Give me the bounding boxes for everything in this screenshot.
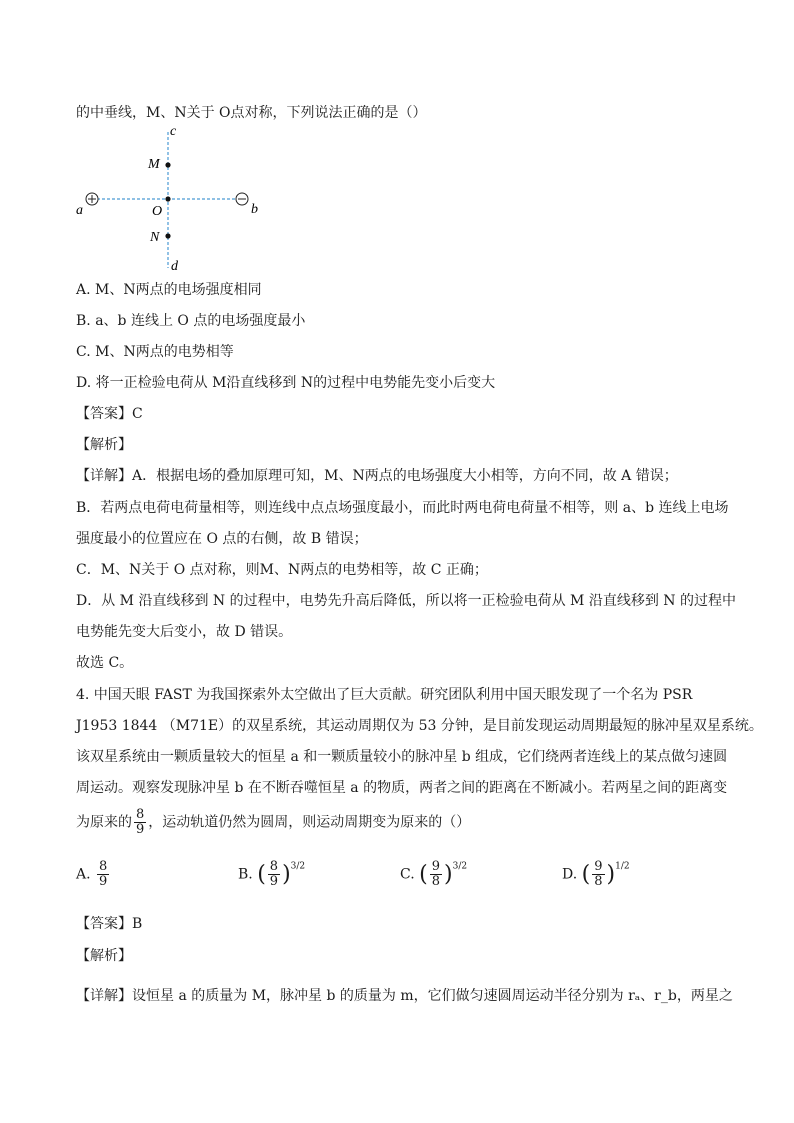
option-d: D. 将一正检验电荷从 M沿直线移到 N的过程中电势能先变小后变大	[76, 375, 496, 391]
point-N	[165, 233, 170, 238]
label-d: d	[171, 259, 178, 274]
detail-line: C．M、N关于 O 点对称，则M、N两点的电势相等，故 C 正确；	[76, 562, 488, 578]
analysis-label: 【解析】	[76, 437, 132, 453]
answer-label: 【答案】C	[76, 406, 143, 422]
label-b: b	[251, 202, 258, 217]
question-4-line: 4. 中国天眼 FAST 为我国探索外太空做出了巨大贡献。研究团队利用中国天眼发现了一个名为 PSR	[76, 687, 693, 703]
question-4-line: 该双星系统由一颗质量较大的恒星 a 和一颗质量较小的脉冲星 b 组成，它们绕两者连线上的某点做匀速圆	[76, 749, 728, 765]
conclusion: 故选 C。	[76, 655, 134, 671]
option-c: C. M、N两点的电势相等	[76, 344, 234, 360]
charge-diagram	[70, 120, 280, 280]
question-4-line	[76, 808, 724, 837]
answer-label: 【答案】B	[76, 916, 143, 932]
question-4-line: J1953 1844 （M71E）的双星系统，其运动周期仅为 53 分钟，是目前发现运动周期最短的脉冲星双星系统。	[76, 718, 763, 734]
fraction-8-9: $\frac{8}{9}$	[136, 807, 145, 837]
text-segment: ，运动轨道仍然为圆周，则运动周期变为原来的（）	[148, 814, 471, 831]
label-N: N	[150, 230, 160, 245]
text-segment: 为原来的	[76, 814, 132, 831]
choice-d: D. ( $\frac{9}{8}$ )$^{1/2}$	[562, 859, 630, 889]
label-M: M	[148, 157, 160, 172]
detail-line: 强度最小的位置应在 O 点的右侧，故 B 错误；	[76, 531, 368, 547]
label-O: O	[152, 204, 163, 219]
point-M	[165, 162, 170, 167]
choice-a: A. $\frac{8}{9}$	[76, 859, 108, 889]
question-stem-tail: 的中垂线，M、N关于 O点对称，下列说法正确的是（）	[76, 105, 427, 121]
detail-line: 电势能先变大后变小，故 D 错误。	[76, 624, 293, 640]
detail-line: B．若两点电荷电荷量相等，则连线中点点场强度最小，而此时两电荷电荷量不相等，则 a、b 连线上电场	[76, 500, 729, 516]
question-4-line: 周运动。观察发现脉冲星 b 在不断吞噬恒星 a 的物质，两者之间的距离在不断减小。若两星之间的距离变	[76, 780, 728, 796]
option-b: B. a、b 连线上 O 点的电场强度最小	[76, 313, 306, 329]
choice-c: C. ( $\frac{9}{8}$ )$^{3/2}$	[400, 859, 468, 889]
label-a: a	[76, 203, 83, 218]
option-a: A. M、N两点的电场强度相同	[76, 282, 262, 298]
choice-b: B. ( $\frac{8}{9}$ )$^{3/2}$	[238, 859, 306, 889]
label-c: c	[170, 124, 177, 139]
point-O	[165, 196, 170, 201]
analysis-label: 【解析】	[76, 948, 132, 964]
detail-line: 【详解】A．根据电场的叠加原理可知，M、N两点的电场强度大小相等，方向不同，故 A 错误；	[76, 468, 678, 484]
detail-line: 【详解】设恒星 a 的质量为 M，脉冲星 b 的质量为 m，它们做匀速圆周运动半径分别为 rₐ、r_b，两星之	[76, 988, 733, 1004]
detail-line: D．从 M 沿直线移到 N 的过程中，电势先升高后降低，所以将一正检验电荷从 M 沿直线移到 N 的过程中	[76, 593, 736, 609]
